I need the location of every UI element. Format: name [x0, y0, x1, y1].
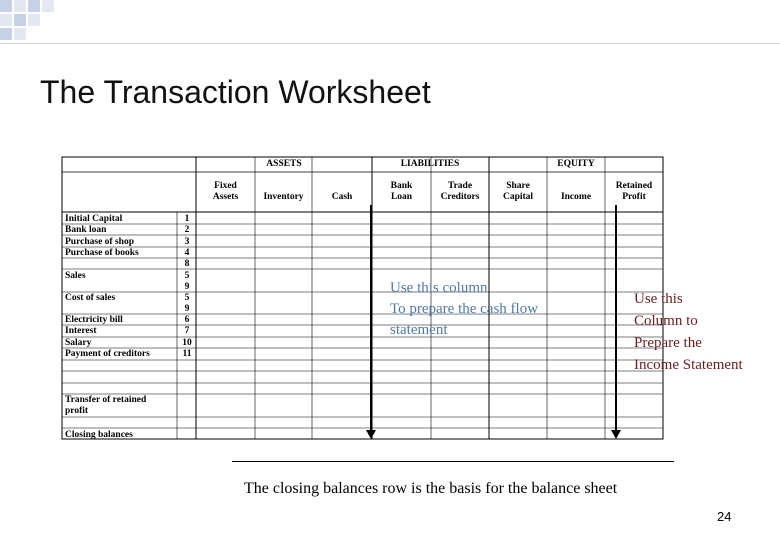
income-note-line: Column to — [634, 313, 698, 329]
column-header: Loan — [390, 192, 413, 202]
cash-note-line: statement — [390, 322, 448, 338]
row-ref: 1 — [184, 214, 190, 224]
row-ref: 3 — [184, 237, 190, 247]
group-header-assets: ASSETS — [266, 159, 302, 169]
column-header: Assets — [212, 192, 239, 202]
row-label: Payment of creditors — [65, 349, 150, 359]
column-header: Income — [560, 192, 592, 202]
row-ref: 5 — [184, 293, 190, 303]
row-ref: 11 — [182, 349, 192, 359]
row-label: Purchase of books — [65, 248, 139, 258]
cash-column-note — [390, 278, 538, 341]
column-header: Capital — [502, 192, 534, 202]
column-header: Creditors — [440, 192, 480, 202]
cash-note-line: Use this column — [390, 280, 488, 296]
row-ref: 8 — [184, 259, 190, 269]
column-header: Inventory — [263, 192, 304, 202]
income-column-note — [634, 288, 743, 376]
row-label: Interest — [65, 326, 97, 336]
row-label: Purchase of shop — [65, 237, 134, 247]
row-label: Electricity bill — [65, 315, 123, 325]
row-label: Bank loan — [65, 225, 107, 235]
cash-note-line: To prepare the cash flow — [390, 301, 539, 317]
income-note-line: Prepare the — [634, 335, 702, 351]
row-ref: 9 — [184, 282, 190, 292]
slide-title: The Transaction Worksheet — [40, 74, 431, 110]
row-label: Sales — [65, 271, 86, 281]
column-header: Profit — [622, 192, 646, 202]
column-header: Fixed — [214, 181, 237, 191]
column-header: Cash — [331, 192, 353, 202]
row-ref: 7 — [184, 326, 190, 336]
row-ref: 6 — [184, 315, 190, 325]
column-header: Trade — [447, 181, 473, 191]
row-label: profit — [65, 406, 89, 416]
row-label: Salary — [65, 338, 92, 348]
column-header: Retained — [615, 181, 653, 191]
footer-note: The closing balances row is the basis for the balance sheet — [244, 480, 618, 497]
row-ref: 2 — [184, 225, 190, 235]
income-note-line: Use this — [634, 291, 683, 307]
income-arrow-head — [611, 430, 621, 439]
row-ref: 4 — [184, 248, 190, 258]
income-note-line: Income Statement — [634, 357, 743, 373]
cash-arrow-head — [366, 430, 376, 439]
row-label: Closing balances — [65, 430, 133, 440]
row-ref: 9 — [184, 304, 190, 314]
row-label: Transfer of retained — [65, 395, 147, 405]
group-header-equity: EQUITY — [557, 159, 595, 169]
footer-divider — [232, 461, 674, 462]
row-label: Initial Capital — [65, 214, 123, 224]
row-ref: 5 — [184, 271, 190, 281]
column-header: Share — [506, 181, 530, 191]
column-header: Bank — [390, 181, 413, 191]
row-label: Cost of sales — [65, 293, 116, 303]
page-number: 24 — [717, 509, 732, 524]
row-ref: 10 — [182, 338, 192, 348]
group-header-liabilities: LIABILITIES — [400, 159, 460, 169]
